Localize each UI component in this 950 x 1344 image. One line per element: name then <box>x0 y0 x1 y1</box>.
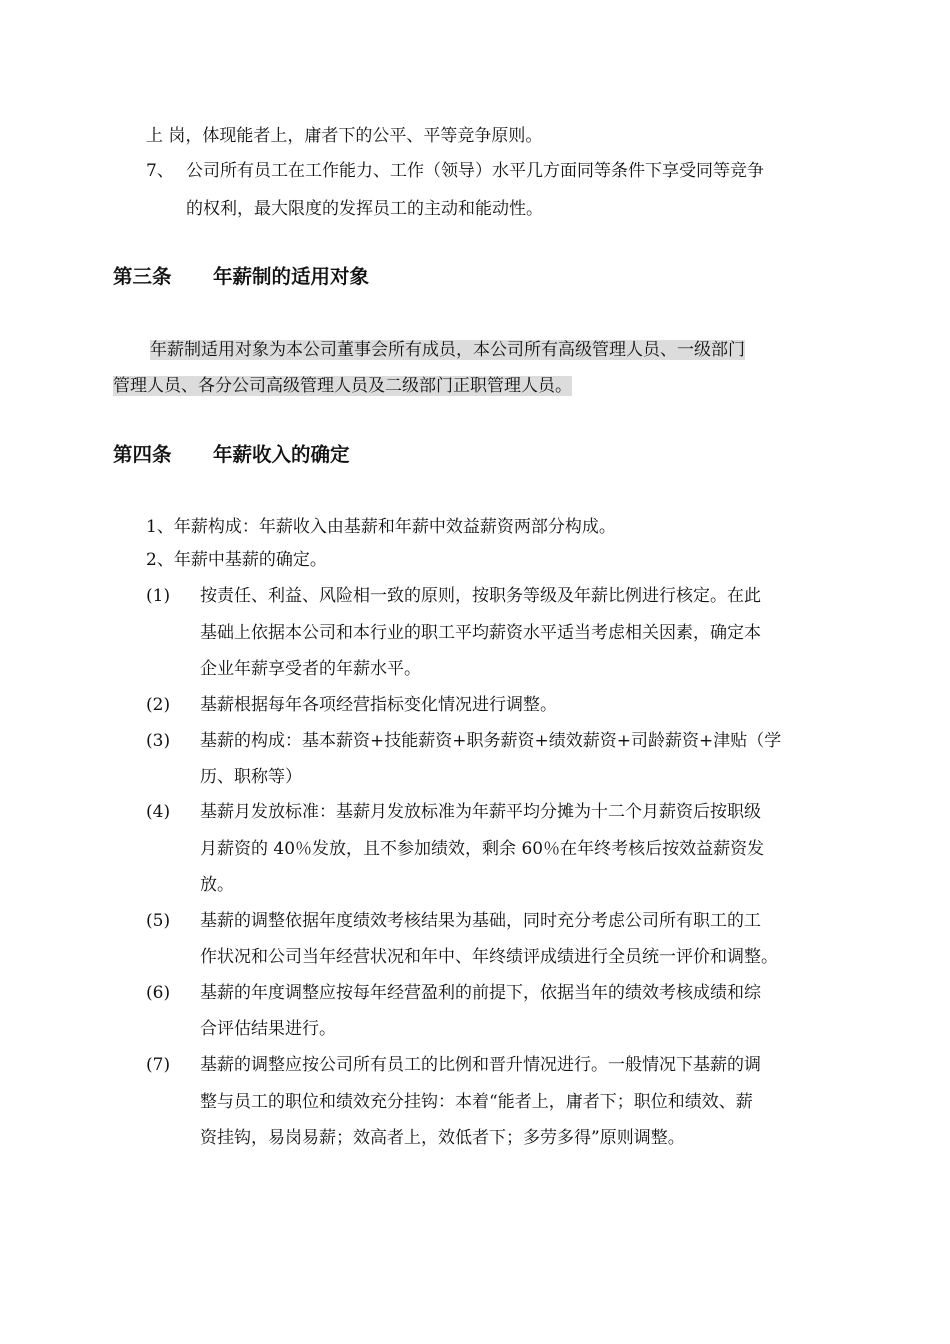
section-label: 第三条 <box>113 265 172 288</box>
list-item-line: 历、职称等） <box>200 767 302 787</box>
paragraph-line: 的权利，最大限度的发挥员工的主动和能动性。 <box>186 199 543 219</box>
highlighted-text: 年薪制适用对象为本公司董事会所有成员，本公司所有高级管理人员、一级部门 <box>150 340 745 360</box>
list-item-line: 按责任、利益、风险相一致的原则，按职务等级及年薪比例进行核定。在此 <box>200 586 761 606</box>
paragraph-line: 公司所有员工在工作能力、工作（领导）水平几方面同等条件下享受同等竞争 <box>186 161 764 181</box>
list-item-line: 整与员工的职位和绩效充分挂钩：本着“能者上，庸者下；职位和绩效、薪 <box>200 1092 753 1112</box>
list-item-line: 基础上依据本公司和本行业的职工平均薪资水平适当考虑相关因素，确定本 <box>200 623 761 643</box>
paragraph-line: 1、年薪构成：年薪收入由基薪和年薪中效益薪资两部分构成。 <box>146 517 616 537</box>
list-number: (7) <box>146 1055 171 1075</box>
highlighted-text: 管理人员、各分公司高级管理人员及二级部门正职管理人员。 <box>113 376 572 396</box>
paragraph-line <box>150 338 745 362</box>
list-item-line: 合评估结果进行。 <box>200 1019 336 1039</box>
section-title: 年薪制的适用对象 <box>213 265 370 288</box>
list-item-line: 月薪资的 40％发放，且不参加绩效，剩余 60％在年终考核后按效益薪资发 <box>200 839 765 859</box>
list-item-line: 基薪根据每年各项经营指标变化情况进行调整。 <box>200 695 557 715</box>
section-title: 年薪收入的确定 <box>213 443 350 466</box>
list-item-line: 基薪月发放标准：基薪月发放标准为年薪平均分摊为十二个月薪资后按职级 <box>200 802 761 822</box>
list-item-line: 作状况和公司当年经营状况和年中、年终绩评成绩进行全员统一评价和调整。 <box>200 947 778 967</box>
paragraph-line: 上 岗，体现能者上，庸者下的公平、平等竞争原则。 <box>146 126 543 146</box>
list-number: 7、 <box>146 161 174 181</box>
list-number: (5) <box>146 911 171 931</box>
list-number: (4) <box>146 802 171 822</box>
list-item-line: 基薪的年度调整应按每年经营盈利的前提下，依据当年的绩效考核成绩和综 <box>200 983 761 1003</box>
list-item-line: 基薪的调整依据年度绩效考核结果为基础，同时充分考虑公司所有职工的工 <box>200 911 761 931</box>
paragraph-line: 2、年薪中基薪的确定。 <box>146 550 327 570</box>
list-number: (1) <box>146 586 171 606</box>
list-item-line: 资挂钩，易岗易薪；效高者上，效低者下；多劳多得”原则调整。 <box>200 1128 685 1148</box>
section-label: 第四条 <box>113 443 172 466</box>
paragraph-line <box>113 374 572 398</box>
list-item-line: 基薪的调整应按公司所有员工的比例和晋升情况进行。一般情况下基薪的调 <box>200 1055 761 1075</box>
list-number: (2) <box>146 695 171 715</box>
section-heading-3 <box>113 264 370 290</box>
list-number: (6) <box>146 983 171 1003</box>
list-number: (3) <box>146 731 171 751</box>
list-item-line: 放。 <box>200 875 234 895</box>
list-item-line: 基薪的构成：基本薪资+技能薪资+职务薪资+绩效薪资+司龄薪资+津贴（学 <box>200 731 782 751</box>
list-item-line: 企业年薪享受者的年薪水平。 <box>200 659 421 679</box>
section-heading-4 <box>113 442 350 468</box>
